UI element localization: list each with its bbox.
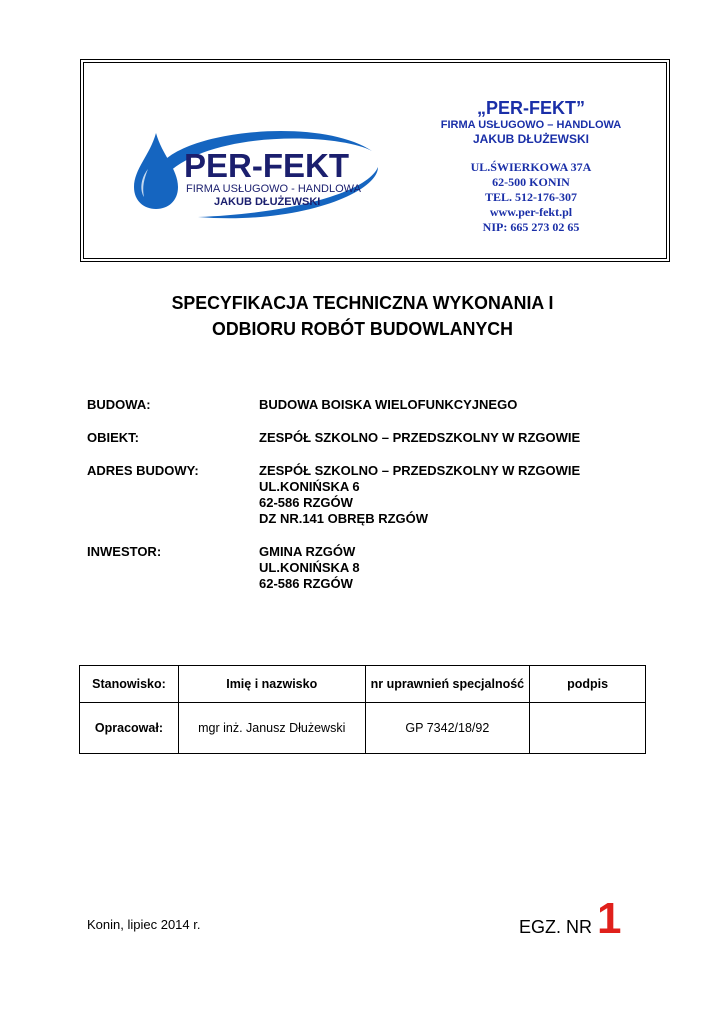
signature-table [79,665,646,754]
inwestor-line: UL.KONIŃSKA 8 [259,560,360,575]
firm-name: „PER-FEKT” [477,98,585,118]
table-header-cell: Imię i nazwisko [178,666,365,703]
nip-number: NIP: 665 273 02 65 [482,220,580,234]
table-row [80,703,646,754]
table-cell-signature [530,703,646,754]
adres-label: ADRES BUDOWY: [87,463,199,478]
info-row-obiekt [87,430,647,446]
adres-line: DZ NR.141 OBRĘB RZGÓW [259,511,429,526]
adres-line: 62-586 RZGÓW [259,495,353,510]
firm-owner: JAKUB DŁUŻEWSKI [473,132,589,146]
title-line-2: ODBIORU ROBÓT BUDOWLANYCH [212,318,513,339]
table-header-cell: nr uprawnień specjalność [365,666,530,703]
logo-brand: PER-FEKT [184,147,349,184]
place-date: Konin, lipiec 2014 r. [87,917,201,932]
firm-contact [424,160,638,235]
logo-sub: FIRMA USŁUGOWO - HANDLOWA [186,183,361,195]
inwestor-label: INWESTOR: [87,544,162,559]
inwestor-line: GMINA RZGÓW [259,544,356,559]
copy-number: 1 [597,894,622,943]
letterhead-box [80,59,670,262]
table-header-cell: Stanowisko: [80,666,179,703]
address-line-1: UL.ŚWIERKOWA 37A [470,160,592,174]
inwestor-line: 62-586 RZGÓW [259,576,353,591]
budowa-label: BUDOWA: [87,397,151,412]
info-row-budowa [87,397,647,413]
info-row-inwestor [87,544,647,592]
address-line-2: 62-500 KONIN [492,175,570,189]
per-fekt-logo [128,121,388,221]
adres-line: UL.KONIŃSKA 6 [259,479,360,494]
obiekt-label: OBIEKT: [87,430,139,445]
adres-value [259,463,647,527]
copy-number-block [519,894,622,944]
obiekt-value: ZESPÓŁ SZKOLNO – PRZEDSZKOLNY W RZGOWIE [259,430,581,445]
table-cell-role: Opracował: [80,703,179,754]
firm-subtitle: FIRMA USŁUGOWO – HANDLOWA [440,119,622,131]
info-row-adres [87,463,647,527]
inwestor-value [259,544,647,592]
logo-owner: JAKUB DŁUŻEWSKI [214,196,321,208]
title-line-1: SPECYFIKACJA TECHNICZNA WYKONANIA I [171,292,554,313]
table-header-row [80,666,646,703]
adres-line: ZESPÓŁ SZKOLNO – PRZEDSZKOLNY W RZGOWIE [259,463,581,478]
firm-info [424,97,638,235]
table-cell-license: GP 7342/18/92 [365,703,530,754]
website-link[interactable]: www.per-fekt.pl [489,205,573,219]
table-header-cell: podpis [530,666,646,703]
document-title [72,290,653,342]
project-info [87,397,647,609]
copy-label: EGZ. NR [519,917,598,937]
budowa-value: BUDOWA BOISKA WIELOFUNKCYJNEGO [259,397,518,412]
table-cell-name: mgr inż. Janusz Dłużewski [178,703,365,754]
phone-number: TEL. 512-176-307 [484,190,577,204]
